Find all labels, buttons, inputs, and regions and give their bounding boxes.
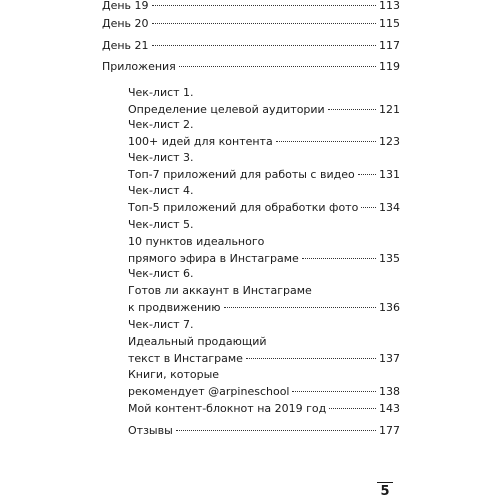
dot-leader (152, 23, 376, 24)
toc-entry-title: День 21 (102, 39, 149, 52)
toc-entry-page: 131 (379, 168, 400, 181)
dot-leader (276, 141, 376, 142)
toc-entry-heading: Чек-лист 4. (128, 184, 194, 197)
dot-leader (361, 207, 376, 208)
page-number: 5 (375, 484, 395, 499)
toc-entry-title: День 20 (102, 17, 149, 30)
toc-entry-page: 117 (379, 39, 400, 52)
toc-entry-notebook[interactable] (128, 400, 400, 417)
toc-entry-title: прямого эфира в Инстаграме (128, 252, 299, 265)
toc-entry-title: текст в Инстаграме (128, 352, 243, 365)
toc-entry-heading: Чек-лист 7. (128, 318, 194, 331)
toc-entry-checklist-3[interactable] (128, 149, 400, 183)
toc-entry-title: День 19 (102, 0, 149, 12)
toc-entry-checklist-2[interactable] (128, 116, 400, 150)
dot-leader (224, 307, 376, 308)
toc-entry-checklist-6[interactable] (128, 265, 400, 316)
toc-entry-page: 143 (379, 402, 400, 415)
dot-leader (246, 358, 376, 359)
toc-entry-page: 115 (379, 17, 400, 30)
toc-entry-day-20[interactable] (102, 15, 400, 32)
dot-leader (152, 45, 376, 46)
dot-leader (152, 5, 376, 6)
toc-entry-title: Определение целевой аудитории (128, 103, 325, 116)
dot-leader (292, 391, 376, 392)
toc-entry-reviews[interactable] (128, 422, 400, 439)
toc-entry-page: 119 (379, 60, 400, 73)
toc-entry-page: 137 (379, 352, 400, 365)
toc-entry-heading: Чек-лист 2. (128, 118, 194, 131)
toc-entry-title: рекомендует @arpineschool (128, 385, 290, 398)
toc-entry-day-21[interactable] (102, 37, 400, 54)
toc-entry-appendix[interactable] (102, 58, 400, 75)
toc-entry-page: 113 (379, 0, 400, 12)
toc-entry-checklist-5[interactable] (128, 216, 400, 267)
toc-entry-subtitle: 10 пунктов идеального (128, 235, 265, 248)
toc-entry-title: Мой контент-блокнот на 2019 год (128, 402, 327, 415)
dot-leader (179, 66, 376, 67)
toc-entry-title: Приложения (102, 60, 176, 73)
toc-entry-title: 100+ идей для контента (128, 135, 273, 148)
toc-entry-page: 123 (379, 135, 400, 148)
toc-entry-page: 138 (379, 385, 400, 398)
toc-entry-heading: Книги, которые (128, 368, 220, 381)
toc-entry-page: 177 (379, 424, 400, 437)
toc-entry-checklist-4[interactable] (128, 182, 400, 216)
toc-entry-page: 121 (379, 103, 400, 116)
toc-entry-heading: Чек-лист 1. (128, 86, 194, 99)
toc-entry-title: Топ-5 приложений для обработки фото (128, 201, 359, 214)
toc-entry-title: к продвижению (128, 301, 221, 314)
toc-entry-page: 136 (379, 301, 400, 314)
dot-leader (176, 430, 376, 431)
toc-entry-books[interactable] (128, 366, 400, 400)
toc-entry-checklist-7[interactable] (128, 316, 400, 367)
toc-entry-heading: Чек-лист 3. (128, 151, 194, 164)
toc-entry-subtitle: Идеальный продающий (128, 335, 267, 348)
toc-entry-heading: Чек-лист 6. (128, 267, 194, 280)
dot-leader (328, 109, 376, 110)
toc-entry-subtitle: Готов ли аккаунт в Инстаграме (128, 284, 312, 297)
dot-leader (358, 174, 376, 175)
toc-entry-page: 135 (379, 252, 400, 265)
dot-leader (302, 258, 376, 259)
toc-entry-page: 134 (379, 201, 400, 214)
toc-entry-checklist-1[interactable] (128, 84, 400, 118)
toc-entry-heading: Чек-лист 5. (128, 218, 194, 231)
dot-leader (329, 408, 376, 409)
toc-entry-day-19[interactable] (102, 0, 400, 14)
toc-entry-title: Топ-7 приложений для работы с видео (128, 168, 355, 181)
toc-entry-title: Отзывы (128, 424, 173, 437)
